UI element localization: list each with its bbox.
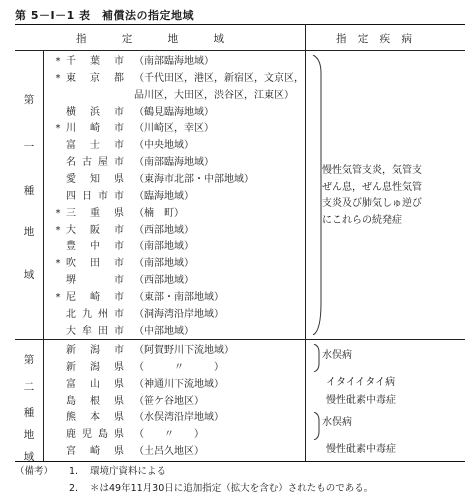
zone1-label	[15, 92, 43, 292]
designated-area: （神通川下流地域）	[134, 378, 224, 390]
municipality-name: 鹿 児 島 県	[66, 429, 124, 441]
bottom-rule	[15, 461, 465, 462]
designated-area: （臨海地域）	[134, 190, 194, 202]
designated-area: （千代田区，港区，新宿区，文京区，	[134, 72, 304, 84]
zone1-label-char: 一	[23, 141, 35, 153]
designated-area: （鶴見臨海地域）	[134, 106, 214, 118]
zone1-disease-line: にこれらの続発症	[322, 214, 402, 226]
zone2-label-char: 第	[23, 354, 35, 366]
designated-area: （南部地域）	[134, 258, 194, 270]
municipality-name: 富 山 県	[66, 378, 124, 390]
designated-area: （南部臨海地域）	[134, 157, 214, 169]
notes	[15, 463, 465, 497]
designated-area: （楠 町）	[134, 207, 184, 219]
municipality-name: 三 重 県	[66, 207, 124, 219]
note-text: ＊は49年11月30日に追加指定（拡大を含む）されたものである。	[90, 483, 374, 494]
table-title: 第 5－Ⅰ－1 表 補償法の指定地域	[15, 9, 195, 22]
zone2-disease-minamata-1: 水俣病	[322, 350, 352, 361]
added-marker: *	[55, 291, 61, 303]
added-marker: *	[55, 224, 61, 236]
added-marker: *	[55, 56, 61, 67]
municipality-name: 川 崎 市	[66, 123, 124, 135]
designated-area: （笹ケ谷地区）	[134, 395, 204, 407]
disease-column-header-text: 指 定 疾 病	[336, 33, 417, 45]
designated-area: （南部臨海地域）	[134, 56, 214, 67]
zone2-brace-upper	[312, 344, 322, 372]
designated-area: （ 〃 ）	[134, 361, 224, 373]
municipality-name: 尼 崎 市	[66, 291, 124, 303]
municipality-name: 熊 本 県	[66, 412, 124, 424]
designated-area: （東部・南部地域）	[134, 291, 224, 303]
added-marker: *	[55, 207, 61, 219]
municipality-name: 吹 田 市	[66, 258, 124, 270]
municipality-name: 堺 市	[66, 275, 124, 287]
area-column-header-text: 指 定 地 域	[76, 33, 241, 45]
designated-area: （中部地域）	[134, 325, 194, 337]
zone-divider-rule	[15, 339, 465, 340]
zone2-label-char: 種	[23, 407, 35, 419]
zone2-label	[15, 352, 43, 463]
area-column-header	[76, 31, 266, 46]
designated-area: （南部地域）	[134, 241, 194, 253]
zone2-disease-minamata-2: 水俣病	[322, 417, 352, 428]
zone1-label-char: 地	[23, 226, 35, 238]
designated-area: （中央地域）	[134, 140, 194, 152]
municipality-name: 四 日 市 市	[66, 190, 124, 202]
designated-area: （阿賀野川下流地域）	[134, 345, 234, 356]
designated-area: （西部地域）	[134, 224, 194, 236]
top-rule	[15, 24, 465, 25]
notes-label: （備考）	[15, 466, 54, 477]
municipality-name: 新 潟 県	[66, 361, 124, 373]
municipality-name: 東 京 都	[66, 72, 124, 84]
municipality-name: 千 葉 市	[66, 56, 124, 67]
disease-column-header	[336, 31, 456, 46]
designated-area: （東海市北部・中部地域）	[134, 173, 254, 185]
added-marker: *	[55, 258, 61, 270]
municipality-name: 横 浜 市	[66, 106, 124, 118]
municipality-name: 大 阪 市	[66, 224, 124, 236]
zone2-disease-arsenic-1: 慢性砒素中毒症	[326, 395, 396, 406]
label-column-rule	[43, 50, 44, 461]
zone1-disease-line: 慢性気管支炎，気管支	[322, 165, 422, 176]
zone2-disease-arsenic-2: 慢性砒素中毒症	[326, 444, 396, 455]
zone2-label-char: 二	[23, 381, 35, 393]
designated-area: （洞海湾沿岸地域）	[134, 308, 224, 320]
header-rule	[15, 50, 465, 51]
municipality-name: 名 古 屋 市	[66, 157, 124, 169]
note-number: 2.	[69, 483, 79, 494]
designated-area: （土呂久地区）	[134, 446, 204, 458]
zone1-disease	[322, 163, 422, 229]
designated-area: （ 〃 ）	[134, 429, 204, 441]
designated-area: （西部地域）	[134, 275, 194, 287]
zone1-disease-line: 支炎及び肺気しゅ逆び	[322, 198, 422, 209]
zone1-label-char: 域	[23, 269, 35, 281]
municipality-name: 愛 知 県	[66, 173, 124, 185]
municipality-name: 大 牟 田 市	[66, 325, 124, 337]
designated-area: 品川区，大田区，渋谷区，江東区）	[134, 89, 294, 101]
note-text: 環境庁資料による	[90, 466, 167, 477]
municipality-name: 新 潟 市	[66, 345, 124, 356]
note-number: 1.	[69, 466, 79, 477]
zone1-label-char: 種	[23, 185, 35, 197]
zone1-disease-line: ぜん息，ぜん息性気管	[322, 181, 422, 193]
zone1-label-char: 第	[23, 94, 35, 106]
designated-area: （川崎区，幸区）	[134, 123, 214, 135]
zone2-disease-itai: イタイイタイ病	[326, 377, 396, 388]
zone2-label-char: 地	[23, 429, 35, 441]
added-marker: *	[55, 123, 61, 135]
municipality-name: 北 九 州 市	[66, 308, 124, 320]
municipality-name: 島 根 県	[66, 395, 124, 407]
designated-area: （水俣湾沿岸地域）	[134, 412, 224, 424]
municipality-name: 宮 崎 県	[66, 446, 124, 458]
added-marker: *	[55, 72, 61, 84]
municipality-name: 豊 中 市	[66, 241, 124, 253]
municipality-name: 富 士 市	[66, 140, 124, 152]
zone2-brace-lower	[312, 412, 322, 440]
zone2-label-char: 域	[23, 451, 35, 463]
disease-column-rule	[305, 24, 306, 461]
zone1-brace	[309, 55, 323, 335]
